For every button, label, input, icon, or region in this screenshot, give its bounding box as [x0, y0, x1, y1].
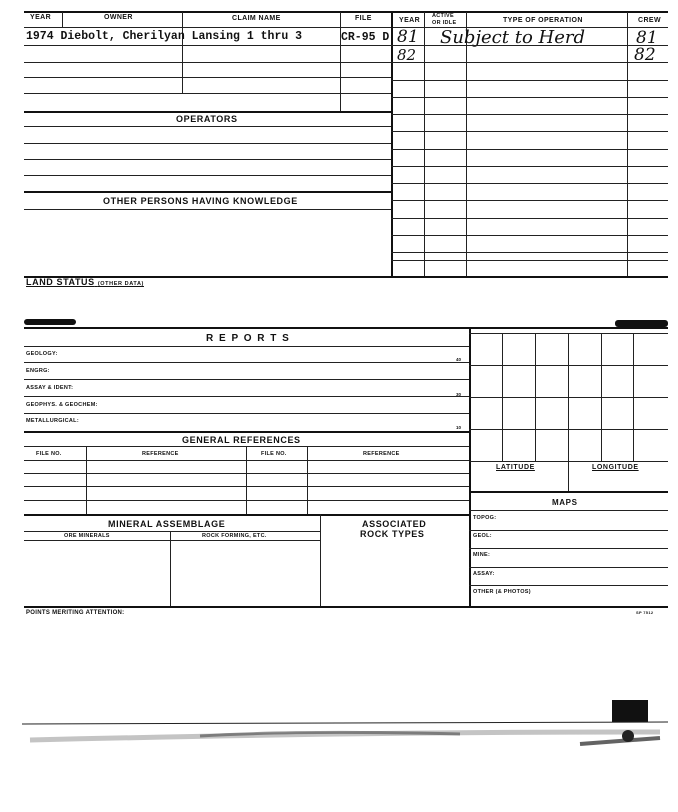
maps-row-line [469, 585, 668, 586]
maps-row-line [469, 548, 668, 549]
header-file: FILE [355, 15, 372, 22]
grid-row-line [469, 429, 668, 430]
owner-row-line [24, 62, 391, 63]
ore-minerals-header: ORE MINERALS [64, 533, 110, 539]
maps-geol: GEOL: [473, 533, 492, 539]
refs-vdiv [307, 446, 308, 514]
right-row-line [391, 218, 668, 219]
points-top [24, 606, 668, 608]
vdiv-crew [627, 12, 628, 276]
year-entry-b: 82 [397, 46, 417, 64]
right-row-line [391, 45, 668, 46]
vdiv-main [391, 12, 393, 276]
mineral-assemblage-title: MINERAL ASSEMBLAGE [108, 519, 226, 529]
land-status-label: LAND STATUS [26, 277, 95, 287]
year-entry-a: 81 [397, 27, 419, 47]
refs-header-reference: REFERENCE [142, 451, 179, 457]
owner-row-line [24, 77, 391, 78]
points-meriting-label: POINTS MERITING ATTENTION: [26, 610, 125, 616]
operation-entry: Subject to Herd [440, 27, 585, 48]
land-status-title [26, 277, 144, 287]
header-year: YEAR [30, 14, 52, 21]
refs-vdiv [246, 446, 247, 514]
report-label: GEOLOGY: [26, 351, 58, 357]
header-or-idle: OR IDLE [432, 20, 457, 26]
other-persons-top-border [24, 191, 391, 193]
vdiv-year2 [424, 12, 425, 276]
maps-topog: TOPOG: [473, 515, 497, 521]
claim-entry: 1974 Diebolt, Cherilyan Lansing 1 thru 3 [26, 30, 303, 43]
refs-vdiv [86, 446, 87, 514]
crew-entry-b: 82 [634, 45, 656, 65]
latitude-label: LATITUDE [496, 464, 535, 471]
grid-row-line [469, 333, 668, 334]
operators-row-line [24, 159, 391, 160]
header-type-of-operation: TYPE OF OPERATION [503, 17, 583, 24]
vdiv-owner [182, 12, 183, 93]
lat-long-divider [568, 461, 569, 491]
maps-mine: MINE: [473, 552, 491, 558]
right-row-line [391, 80, 668, 81]
mineral-vdiv [320, 514, 321, 606]
maps-row-line [469, 567, 668, 568]
mineral-top [24, 514, 469, 516]
mineral-vdiv [170, 531, 171, 606]
report-num: 30 [456, 392, 462, 397]
longitude-label: LONGITUDE [592, 464, 639, 471]
header-claim-name: CLAIM NAME [232, 15, 281, 22]
operators-row-line [24, 126, 391, 127]
owner-row-line [24, 45, 391, 46]
report-row-line [24, 379, 469, 380]
black-marker-right [615, 320, 668, 327]
header-crew: CREW [638, 17, 661, 24]
black-marker-left [24, 319, 76, 325]
vdiv-active [466, 12, 467, 276]
maps-top [469, 491, 668, 493]
right-row-line [391, 149, 668, 150]
report-row-line [24, 362, 469, 363]
general-refs-title: GENERAL REFERENCES [182, 435, 301, 445]
scan-noise-band [0, 700, 678, 780]
land-status-sub: (OTHER DATA) [97, 281, 144, 287]
grid-row-line [469, 397, 668, 398]
other-persons-underline [24, 209, 391, 210]
report-row-line [24, 396, 469, 397]
right-row-line [391, 183, 668, 184]
other-persons-title: OTHER PERSONS HAVING KNOWLEDGE [103, 196, 298, 206]
report-label: ENGRG: [26, 368, 50, 374]
general-refs-top [24, 431, 469, 433]
refs-header-file-no: FILE NO. [36, 451, 62, 457]
right-row-line [391, 235, 668, 236]
crew-entry-a: 81 [636, 28, 658, 48]
associated-rock-types-1: ASSOCIATED [362, 519, 427, 529]
maps-title-underline [469, 510, 668, 511]
right-row-line [391, 166, 668, 167]
header-owner: OWNER [104, 14, 133, 21]
reports-title-underline [24, 346, 469, 347]
associated-rock-types-2: ROCK TYPES [360, 529, 425, 539]
maps-title: MAPS [552, 498, 578, 507]
report-row-line [24, 413, 469, 414]
reports-top-border [24, 327, 668, 329]
right-row-line [391, 200, 668, 201]
form-code: SP 7512 [636, 610, 654, 615]
report-num: 40 [456, 357, 462, 362]
operators-row-line [24, 143, 391, 144]
grid-row-line [469, 365, 668, 366]
right-row-line [391, 97, 668, 98]
refs-header-file-no: FILE NO. [261, 451, 287, 457]
top-border [24, 11, 668, 13]
report-label: ASSAY & IDENT: [26, 385, 74, 391]
file-entry: CR-95 D [341, 31, 390, 44]
maps-other: OTHER (& PHOTOS) [473, 589, 531, 595]
operators-top-border [24, 111, 391, 113]
maps-assay: ASSAY: [473, 571, 495, 577]
right-row-line [391, 252, 668, 253]
reports-title: R E P O R T S [206, 333, 291, 344]
right-row-line [391, 114, 668, 115]
operators-row-line [24, 175, 391, 176]
mineral-header-underline [24, 540, 320, 541]
header-active: ACTIVE [432, 13, 454, 19]
right-row-line [391, 62, 668, 63]
report-num: 10 [456, 425, 462, 430]
operators-title: OPERATORS [176, 114, 238, 124]
refs-header-reference: REFERENCE [363, 451, 400, 457]
rock-forming-header: ROCK FORMING, ETC. [202, 533, 267, 539]
vdiv-year [62, 12, 63, 28]
right-row-line [391, 260, 668, 261]
header-year-2: YEAR [399, 17, 421, 24]
maps-row-line [469, 530, 668, 531]
mineral-underline [24, 531, 320, 532]
report-label: GEOPHYS. & GEOCHEM: [26, 402, 98, 408]
owner-row-line [24, 93, 391, 94]
report-label: METALLURGICAL: [26, 418, 79, 424]
right-row-line [391, 131, 668, 132]
